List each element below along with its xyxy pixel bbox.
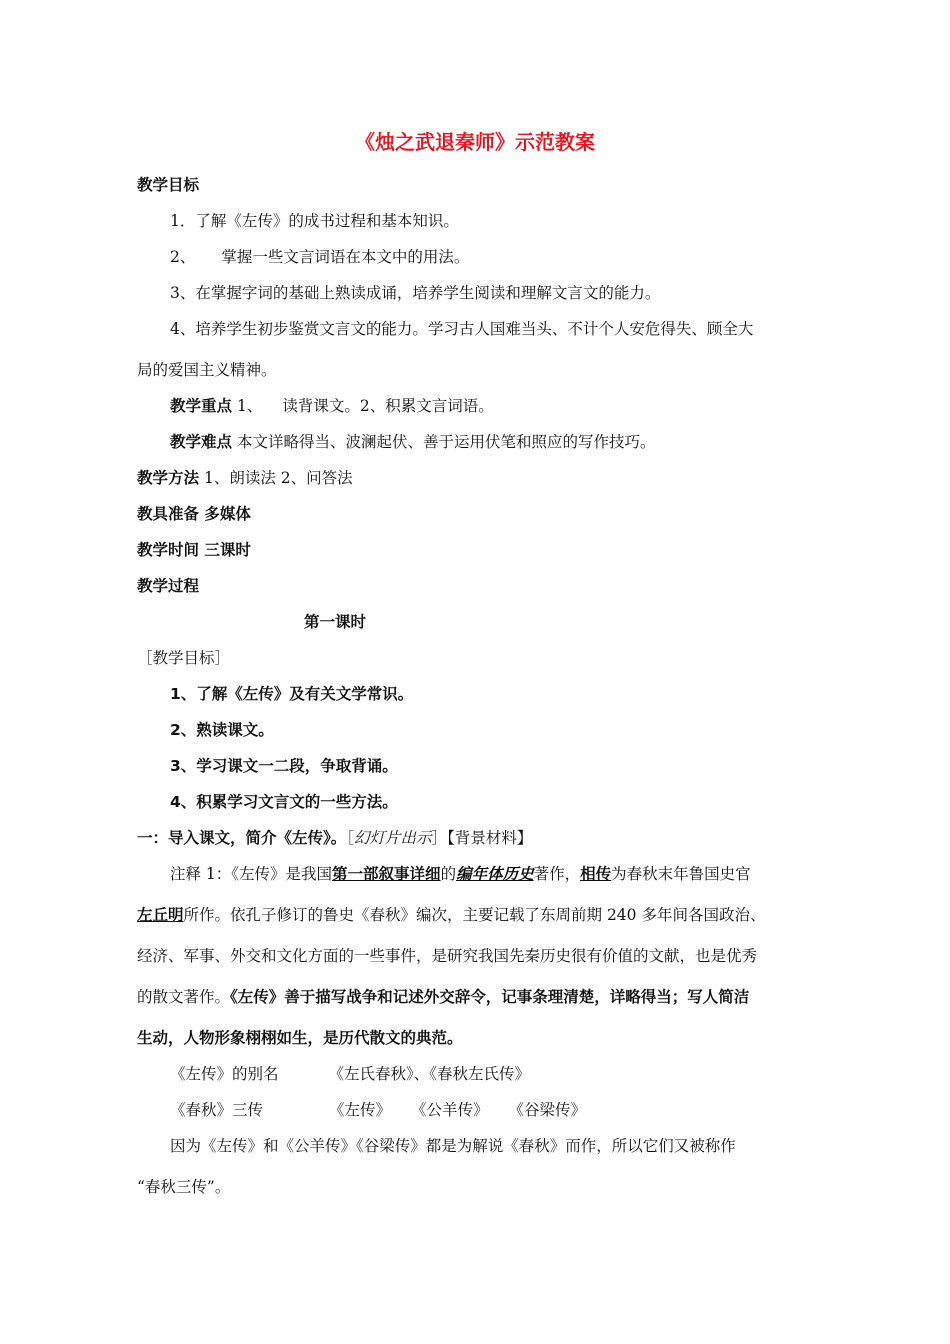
three-v1: 《左传》 — [329, 1101, 392, 1119]
key-points-label: 教学重点 — [170, 397, 233, 415]
time — [137, 540, 251, 560]
note-text: 著作， — [533, 865, 581, 883]
document-title: 《烛之武退秦师》示范教案 — [355, 130, 595, 154]
method — [137, 468, 353, 488]
time-text: 三课时 — [204, 541, 251, 559]
bracket-open: ［ — [346, 829, 355, 847]
lesson1-goal-3: 3、学习课文一二段，争取背诵。 — [170, 757, 398, 775]
lesson1-goal-4: 4、积累学习文言文的一些方法。 — [170, 793, 398, 811]
slide-note: 幻灯片出示 — [354, 829, 432, 847]
tools-label: 教具准备 — [137, 505, 200, 523]
alias-label: 《左传》的别名 — [170, 1065, 279, 1083]
lesson1-goal-1: 1、了解《左传》及有关文学常识。 — [170, 685, 414, 703]
difficulty — [170, 432, 655, 452]
method-text: 1、朗读法 2、问答法 — [203, 469, 353, 487]
method-label: 教学方法 — [137, 469, 200, 487]
closing-line-2: “春秋三传”。 — [137, 1178, 231, 1196]
note-line-3: 经济、军事、外交和文化方面的一些事件，是研究我国先秦历史很有价值的文献，也是优秀 — [137, 947, 758, 965]
note-emphasis-legend: 相传 — [580, 865, 612, 883]
section1-title: 一：导入课文，简介《左传》。 — [137, 829, 347, 847]
lesson1-heading: 第一课时 — [304, 613, 367, 631]
tools-text: 多媒体 — [204, 505, 251, 523]
note-line-1 — [170, 864, 751, 884]
goal-2 — [170, 247, 469, 267]
key-points-text: 读背课文。2、积累文言词语。 — [282, 397, 494, 415]
note-line-4 — [137, 987, 749, 1007]
note-bold-text: 《左传》善于描写战争和记述外交辞令，记事条理清楚，详略得当；写人简洁 — [230, 988, 750, 1006]
three-label: 《春秋》三传 — [170, 1101, 264, 1119]
process-heading: 教学过程 — [137, 577, 200, 595]
closing-line-1: 因为《左传》和《公羊传》《谷梁传》都是为解说《春秋》而作，所以它们又被称作 — [170, 1137, 736, 1155]
section1-heading — [137, 828, 532, 848]
time-label: 教学时间 — [137, 541, 200, 559]
goal-4-continued: 局的爱国主义精神。 — [137, 361, 277, 379]
alias-value: 《左氏春秋》、《春秋左氏传》 — [328, 1065, 531, 1083]
alias-row — [170, 1064, 530, 1084]
difficulty-label: 教学难点 — [170, 433, 233, 451]
note-emphasis-author: 左丘明 — [137, 906, 184, 924]
key-points-number: 1、 — [236, 397, 263, 415]
goals-heading: 教学目标 — [137, 176, 200, 194]
tools — [137, 504, 251, 524]
three-commentaries-row — [170, 1100, 586, 1120]
note-text: 所作。依孔子修订的鲁史《春秋》编次，主要记载了东周前期 240 多年间各国政治、 — [183, 906, 766, 924]
note-text: 注释 1：《左传》是我国 — [170, 865, 333, 883]
goal-2-text: 掌握一些文言词语在本文中的用法。 — [221, 248, 470, 266]
note-line-2 — [137, 905, 765, 925]
three-v3: 《谷梁传》 — [508, 1101, 587, 1119]
difficulty-text: 本文详略得当、波澜起伏、善于运用伏笔和照应的写作技巧。 — [236, 433, 656, 451]
goal-2-number: 2、 — [170, 248, 196, 266]
note-emphasis-first: 第一部叙事详细 — [332, 865, 441, 883]
note-text: 的 — [440, 865, 457, 883]
lesson1-goal-2: 2、熟读课文。 — [170, 721, 274, 739]
goal-1: 1．了解《左传》的成书过程和基本知识。 — [170, 212, 459, 230]
note-emphasis-chronicle: 编年体历史 — [456, 865, 534, 883]
goal-3: 3、在掌握字词的基础上熟读成诵，培养学生阅读和理解文言文的能力。 — [170, 284, 661, 302]
note-text: 的散文著作。 — [137, 988, 231, 1006]
note-line-5: 生动，人物形象栩栩如生，是历代散文的典范。 — [137, 1029, 463, 1047]
lesson1-goals-label: ［教学目标］ — [137, 649, 231, 667]
three-v2: 《公羊传》 — [411, 1101, 489, 1119]
background-material: 【背景材料】 — [447, 829, 533, 847]
note-text: 为春秋末年鲁国史官 — [611, 865, 751, 883]
key-points — [170, 396, 494, 416]
bracket-close: ］ — [431, 829, 448, 847]
goal-4: 4、培养学生初步鉴赏文言文的能力。学习古人国难当头、不计个人安危得失、顾全大 — [170, 320, 754, 338]
